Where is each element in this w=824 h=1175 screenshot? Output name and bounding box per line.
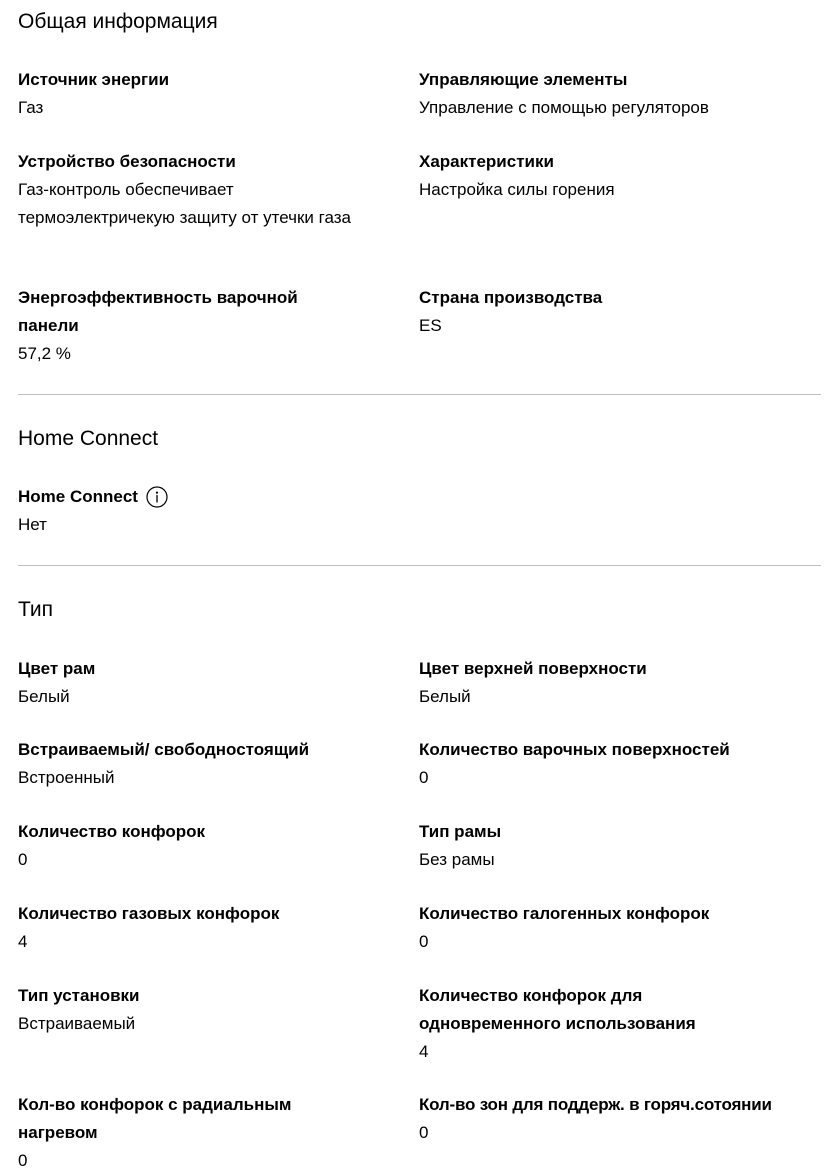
spec-value: 0: [419, 1123, 429, 1142]
spec-value: 57,2 %: [18, 344, 71, 363]
section-divider: [18, 565, 821, 566]
section-title-general: Общая информация: [18, 10, 218, 33]
spec-value: Встраиваемый: [18, 1014, 136, 1033]
spec-item-radiant-burners-count: [18, 1091, 348, 1175]
spec-label: Цвет верхней поверхности: [419, 659, 647, 678]
spec-item-features: [419, 148, 821, 204]
spec-label: Энергоэффективность варочной панели: [18, 288, 298, 335]
spec-label-row: [18, 483, 398, 511]
spec-item-warming-zones-count: [419, 1091, 821, 1147]
spec-item-energy-source: [18, 66, 398, 122]
spec-value: 4: [18, 932, 28, 951]
spec-item-installation-type: [18, 982, 398, 1038]
spec-item-gas-burners-count: [18, 900, 398, 956]
info-icon[interactable]: [146, 486, 168, 508]
spec-label: Количество газовых конфорок: [18, 904, 280, 923]
spec-item-country: [419, 284, 821, 340]
spec-label: Встраиваемый/ свободностоящий: [18, 740, 310, 759]
spec-item-halogen-burners-count: [419, 900, 821, 956]
spec-label: Количество конфорок для одновременного использования: [419, 986, 696, 1033]
spec-value: 4: [419, 1042, 429, 1061]
spec-value: Встроенный: [18, 768, 115, 787]
spec-value: 0: [18, 850, 28, 869]
spec-item-cooking-surfaces-count: [419, 736, 821, 792]
spec-label: Характеристики: [419, 152, 554, 171]
spec-label: Количество галогенных конфорок: [419, 904, 710, 923]
spec-value: Газ: [18, 98, 44, 117]
spec-value: ES: [419, 316, 442, 335]
spec-item-burners-count: [18, 818, 398, 874]
spec-label: Тип установки: [18, 986, 140, 1005]
spec-item-built-in-freestanding: [18, 736, 398, 792]
spec-value: 0: [419, 768, 429, 787]
spec-label: Устройство безопасности: [18, 152, 236, 171]
spec-label: Количество конфорок: [18, 822, 206, 841]
spec-label: Управляющие элементы: [419, 70, 628, 89]
spec-value: Белый: [18, 687, 70, 706]
spec-item-simultaneous-burners: [419, 982, 759, 1066]
spec-item-safety-device: [18, 148, 368, 232]
spec-value: Управление с помощью регуляторов: [419, 98, 709, 117]
spec-label: Кол-во конфорок с радиальным нагревом: [18, 1095, 292, 1142]
section-divider: [18, 394, 821, 395]
spec-label: Количество варочных поверхностей: [419, 740, 730, 759]
spec-value: Белый: [419, 687, 471, 706]
spec-value: 0: [18, 1151, 28, 1170]
spec-value: Газ-контроль обеспечивает термоэлектричекую защиту от утечки газа: [18, 180, 351, 227]
spec-value: Без рамы: [419, 850, 495, 869]
section-title-type: Тип: [18, 598, 54, 621]
spec-value: Настройка силы горения: [419, 180, 615, 199]
spec-item-home-connect: [18, 483, 398, 539]
spec-item-frame-type: [419, 818, 821, 874]
spec-item-controls: [419, 66, 821, 122]
spec-value: 0: [419, 932, 429, 951]
section-title-home-connect: Home Connect: [18, 427, 159, 450]
spec-value: Нет: [18, 515, 47, 534]
spec-label: Цвет рам: [18, 659, 96, 678]
spec-label: Источник энергии: [18, 70, 170, 89]
spec-label: Кол-во зон для поддерж. в горяч.сотоянии: [419, 1095, 772, 1114]
spec-label: Home Connect: [18, 487, 138, 506]
spec-item-energy-efficiency: [18, 284, 348, 368]
spec-item-frame-color: [18, 655, 398, 711]
spec-label: Тип рамы: [419, 822, 502, 841]
spec-label: Страна производства: [419, 288, 603, 307]
spec-item-top-surface-color: [419, 655, 821, 711]
